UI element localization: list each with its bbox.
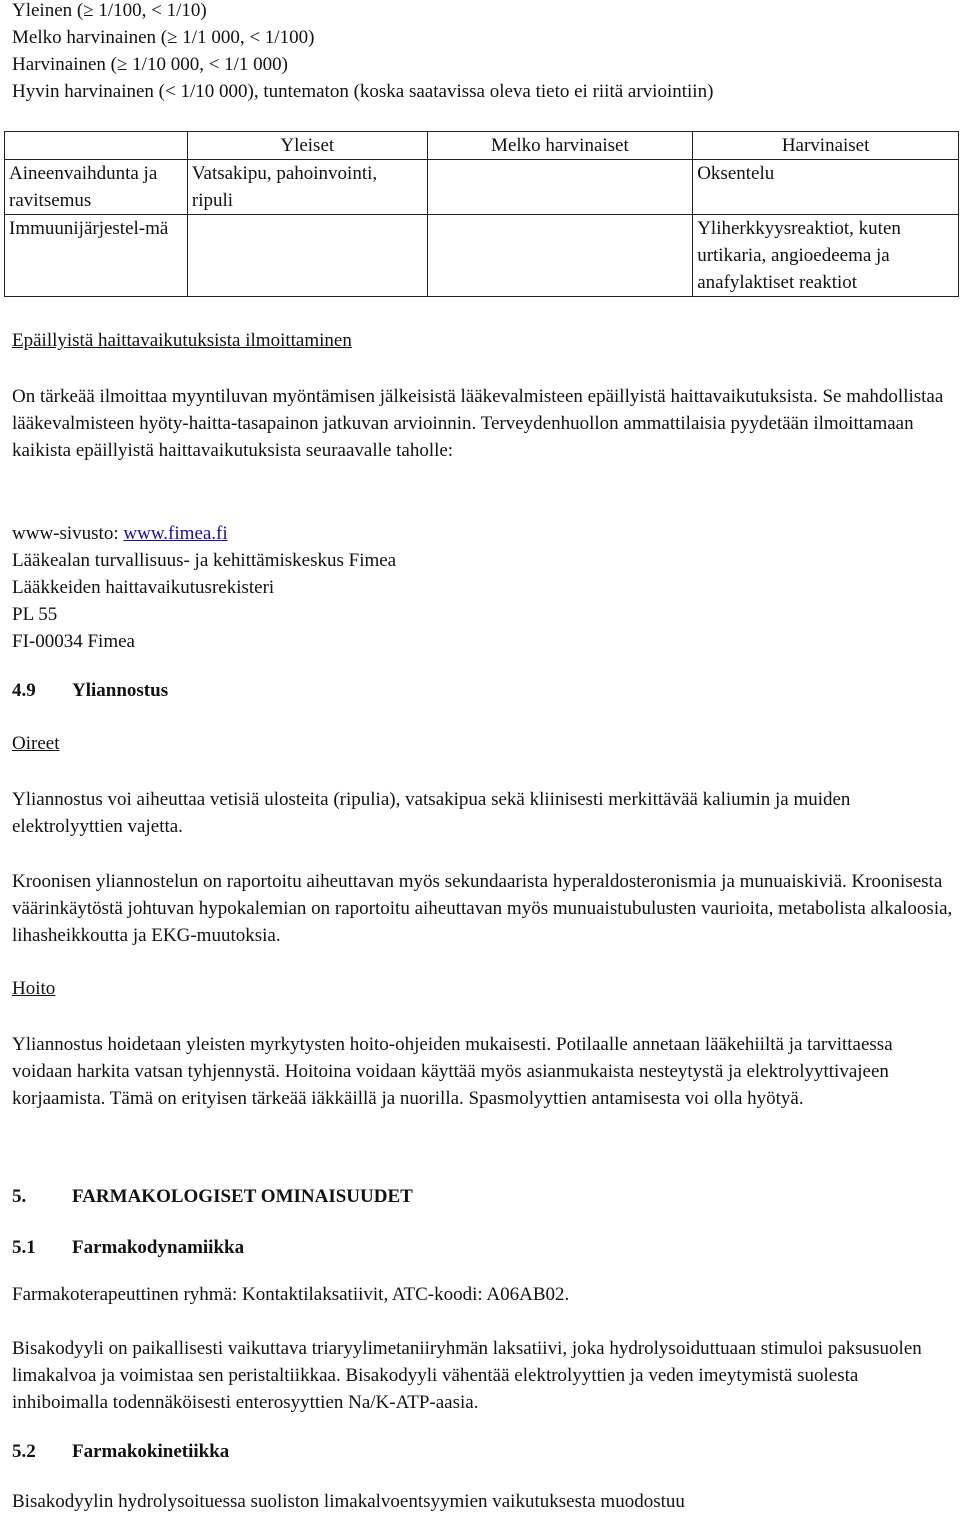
side-effects-table [4,131,959,297]
section52-heading [12,1438,956,1465]
section5-heading [12,1183,956,1210]
table-row [5,215,959,297]
table-row [5,160,959,215]
table-header-rare: Harvinaiset [693,132,959,160]
web-label: www-sivusto: [12,523,124,544]
treatment-heading-text: Hoito [12,978,56,999]
common-cell [187,215,427,297]
reporting-paragraph: On tärkeää ilmoittaa myyntiluvan myöntämisen jälkeisistä lääkevalmisteen epäillyistä haittavaikutuksista. Se mahdollistaa lääkevalmisteen hyöty-haitta-tasapainon jatkuvan arvioinnin. Terveydenhuollon ammattilaisia pyydetään ilmoittamaan kaikista epäillyistä haittavaikutuksista seuraavalle taholle: [12,386,944,461]
rare-cell: Oksentelu [693,160,959,215]
frequency-list [12,0,956,105]
treatment-heading [12,975,956,1002]
common-cell: Vatsakipu, pahoinvointi, ripuli [187,160,427,215]
section-number: 5. [12,1186,27,1207]
organ-cell: Aineenvaihdunta ja ravitsemus [5,160,188,215]
table-header-uncommon: Melko harvinaiset [427,132,693,160]
reporting-heading-text: Epäillyistä haittavaikutuksista ilmoittaminen [12,330,352,351]
s51-paragraph-2: Bisakodyyli on paikallisesti vaikuttava triaryylimetaniiryhmän laksatiivi, joka hydrolysoiduttuaan stimuloi paksusuolen limakalvoa ja voimistaa sen peristaltiikkaa. Bisakodyyli vähentää elektrolyyttien ja veden imeytymistä suolesta inhiboimalla todennäköisesti enterosyyttien Na/K-ATP-aasia. [12,1338,922,1413]
address-line: PL 55 [12,604,58,625]
freq-item: Hyvin harvinainen (< 1/10 000), tuntematon (koska saatavissa oleva tieto ei riitä arviointiin) [12,81,714,102]
section-number: 5.1 [12,1237,36,1258]
address-line: Lääkealan turvallisuus- ja kehittämiskeskus Fimea [12,550,397,571]
section51-heading [12,1234,956,1261]
section-title: Yliannostus [72,680,169,701]
symptoms-paragraph-1: Yliannostus voi aiheuttaa vetisiä ulosteita (ripulia), vatsakipua sekä kliinisesti merkittävää kaliumin ja muiden elektrolyyttien vajetta. [12,789,851,837]
s52-paragraph-1: Bisakodyylin hydrolysoituessa suoliston limakalvoentsyymien vaikutuksesta muodostuu [12,1491,685,1512]
reporting-contact [12,520,956,655]
s51-paragraph-1: Farmakoterapeuttinen ryhmä: Kontaktilaksatiivit, ATC-koodi: A06AB02. [12,1284,570,1305]
uncommon-cell [427,215,693,297]
freq-item: Harvinainen (≥ 1/10 000, < 1/1 000) [12,54,289,75]
reporting-heading [12,327,956,354]
organ-cell: Immuunijärjestel-mä [5,215,188,297]
section-title: Farmakokinetiikka [72,1441,230,1462]
table-header-common: Yleiset [187,132,427,160]
symptoms-heading [12,730,956,757]
section-title: FARMAKOLOGISET OMINAISUUDET [72,1186,413,1207]
fimea-link[interactable]: www.fimea.fi [123,523,228,544]
symptoms-paragraph-2: Kroonisen yliannostelun on raportoitu aiheuttavan myös sekundaarista hyperaldosteronismia ja munuaiskiviä. Kroonisesta väärinkäytöstä johtuvan hypokalemian on raportoitu aiheuttavan myös munuaistubulusten vaurioita, metabolista alkaloosia, lihasheikkoutta ja EKG-muutoksia. [12,871,953,946]
address-line: Lääkkeiden haittavaikutusrekisteri [12,577,275,598]
uncommon-cell [427,160,693,215]
web-line [12,520,956,547]
symptoms-heading-text: Oireet [12,733,60,754]
rare-cell: Yliherkkyysreaktiot, kuten urtikaria, angioedeema ja anafylaktiset reaktiot [693,215,959,297]
freq-item: Yleinen (≥ 1/100, < 1/10) [12,0,207,21]
freq-item: Melko harvinainen (≥ 1/1 000, < 1/100) [12,27,315,48]
treatment-paragraph: Yliannostus hoidetaan yleisten myrkytysten hoito-ohjeiden mukaisesti. Potilaalle annetaan lääkehiiltä ja tarvittaessa voidaan harkita vatsan tyhjennystä. Hoitoina voidaan käyttää myös asianmukaista nesteytystä ja elektrolyyttivajeen korjaamista. Tämä on erityisen tärkeää iäkkäillä ja nuorilla. Spasmolyyttien antamisesta voi olla hyötyä. [12,1034,893,1109]
section-number: 5.2 [12,1441,36,1462]
table-header-empty [5,132,188,160]
section-title: Farmakodynamiikka [72,1237,245,1258]
address-line: FI-00034 Fimea [12,631,135,652]
section-number: 4.9 [12,680,36,701]
overdose-heading [12,677,956,704]
table-header-row [5,132,959,160]
